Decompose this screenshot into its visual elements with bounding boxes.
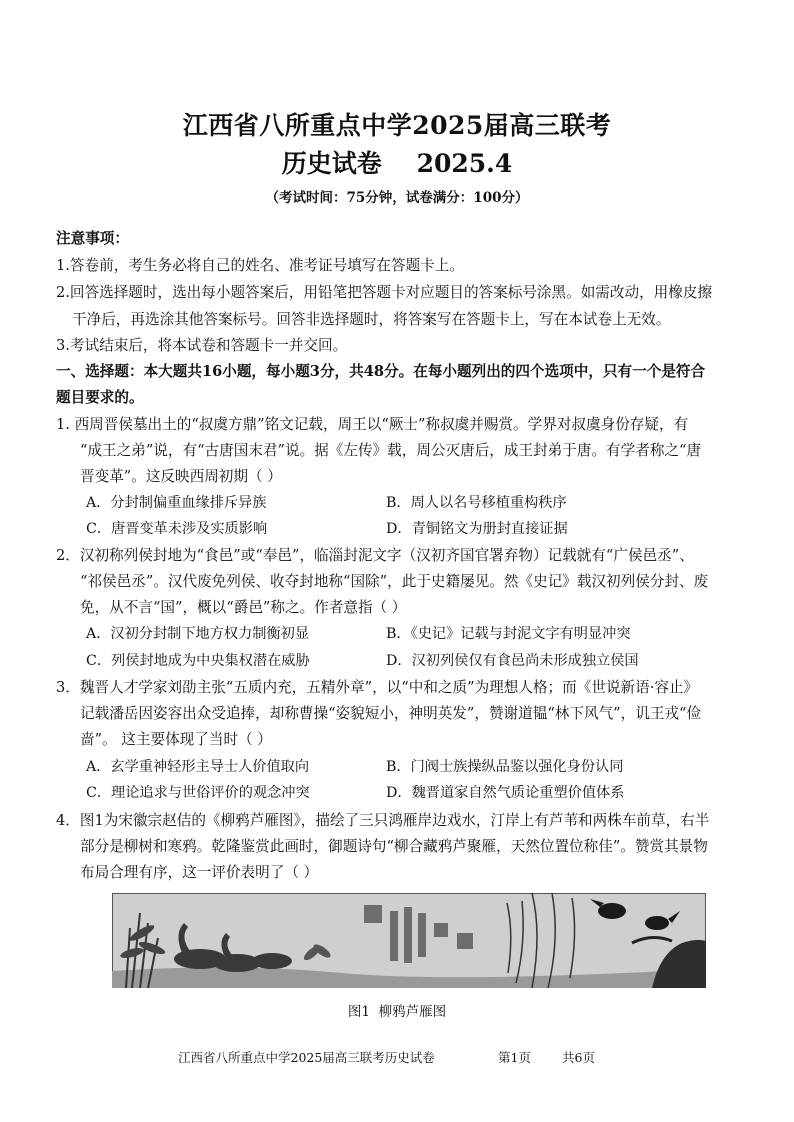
question-2-option-a: A．汉初分封制下地方权力制衡初显: [86, 626, 310, 642]
question-3-option-d: D．魏晋道家自然气质论重塑价值体系: [386, 785, 625, 801]
notes-heading: 注意事项：: [56, 230, 129, 247]
painting-image: [112, 893, 706, 988]
question-3-option-a: A．玄学重神轻形主导士人价值取向: [86, 759, 310, 775]
section-heading-cont: 题目要求的。: [56, 389, 144, 406]
question-2-option-b: B．《史记》记载与封泥文字有明显冲突: [386, 626, 631, 642]
question-1-stem: 1. 西周晋侯墓出土的“叔虞方鼎”铭文记载，周王以“厥士”称叔虞并赐赏。学界对叔虞身份存疑，有: [56, 416, 689, 433]
section-heading: 一、选择题：本大题共16小题，每小题3分，共48分。在每小题列出的四个选项中，只有一个是符合: [56, 363, 706, 380]
question-4-stem-line2: 部分是柳树和寒鸦。乾隆鉴赏此画时，御题诗句“柳合藏鸦芦聚雁，天然位置位称佳”。赞赏其景物: [80, 838, 708, 855]
note-item-1: 1.答卷前，考生务必将自己的姓名、准考证号填写在答题卡上。: [56, 257, 464, 274]
question-1-option-b: B．周人以名号移植重构秩序: [386, 495, 567, 511]
footer-total-pages: 共6页: [562, 1050, 595, 1065]
exam-subtitle: 历史试卷 2025.4: [281, 149, 513, 178]
figure-caption: 图1 柳鸦芦雁图: [347, 1004, 447, 1020]
footer-exam-name: 江西省八所重点中学2025届高三联考历史试卷: [178, 1050, 435, 1065]
question-2-option-d: D．汉初列侯仅有食邑尚未形成独立侯国: [386, 653, 639, 669]
question-1-stem-line2: “成王之弟”说，有“古唐国末君”说。据《左传》载，周公灭唐后，成王封弟于唐。有学者称之“唐: [80, 442, 702, 459]
question-4-stem: 4．图1为宋徽宗赵佶的《柳鸦芦雁图》，描绘了三只鸿雁岸边戏水，汀岸上有芦苇和两株车前草，右半: [56, 812, 710, 829]
exam-info: （考试时间：75分钟，试卷满分：100分）: [265, 190, 529, 206]
exam-title: 江西省八所重点中学2025届高三联考: [182, 111, 612, 140]
question-2-option-c: C．列侯封地成为中央集权潜在威胁: [86, 653, 310, 669]
footer-page-number: 第1页: [498, 1050, 531, 1065]
question-1-option-a: A．分封制偏重血缘排斥异族: [86, 495, 267, 511]
question-1-option-c: C．唐晋变革未涉及实质影响: [86, 521, 268, 537]
question-1-option-d: D．青铜铭文为册封直接证据: [386, 521, 568, 537]
note-item-3: 3.考试结束后，将本试卷和答题卡一并交回。: [56, 337, 348, 354]
question-3-stem: 3．魏晋人才学家刘劭主张“五质内充，五精外章”，以“中和之质”为理想人格；而《世说新语·容止》: [56, 679, 699, 696]
question-1-stem-line3: 晋变革”。这反映西周初期（ ）: [80, 468, 282, 485]
question-2-stem-line3: 免，从不言“国”，概以“爵邑”称之。作者意指（ ）: [80, 599, 407, 616]
note-item-2: 2.回答选择题时，选出每小题答案后，用铅笔把答题卡对应题目的答案标号涂黑。如需改动，用橡皮擦: [56, 284, 713, 301]
question-3-stem-line3: 啬”。 这主要体现了当时（ ）: [80, 731, 272, 748]
question-3-option-c: C．理论追求与世俗评价的观念冲突: [86, 785, 310, 801]
question-2-stem: 2．汉初称列侯封地为“食邑”或“奉邑”，临淄封泥文字（汉初齐国官署弃物）记载就有“广侯邑丞”、: [56, 547, 694, 564]
question-3-option-b: B．门阀士族操纵品鉴以强化身份认同: [386, 759, 624, 775]
question-3-stem-line2: 记载潘岳因姿容出众受追捧，却称曹操“姿貌短小，神明英发”，赞谢道韫“林下风气”，讥王戎“俭: [80, 705, 702, 722]
question-4-stem-line3: 布局合理有序，这一评价表明了（ ）: [80, 864, 319, 881]
question-2-stem-line2: “祁侯邑丞”。汉代废免列侯、收夺封地称“国除”，此于史籍屡见。然《史记》载汉初列侯分封、废: [80, 573, 709, 590]
note-item-2-cont: 干净后，再选涂其他答案标号。回答非选择题时，将答案写在答题卡上，写在本试卷上无效。: [72, 311, 671, 328]
